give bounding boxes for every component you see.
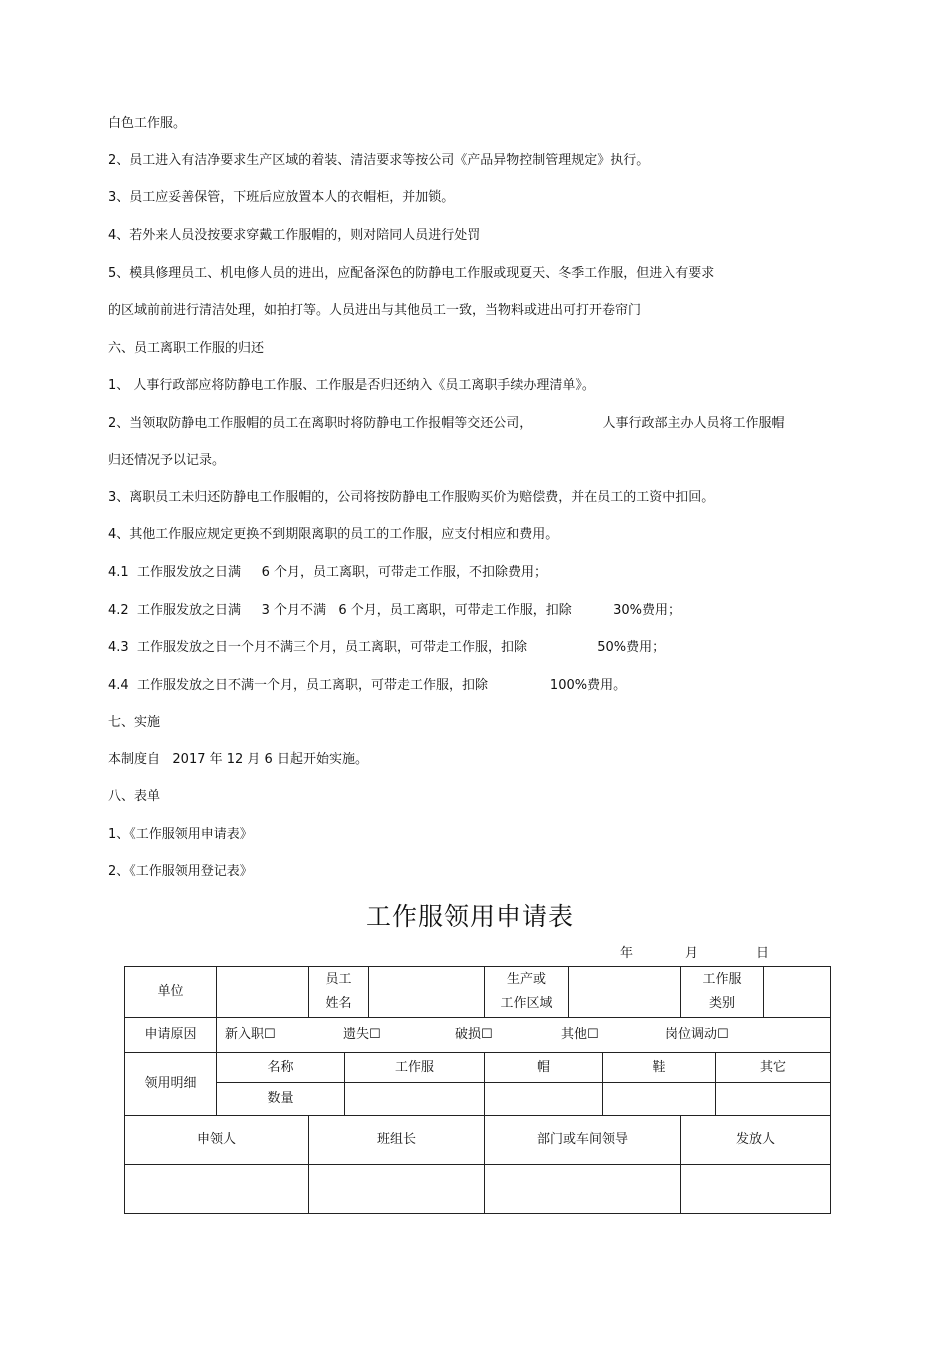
- item-uniform-label: 工作服: [345, 1053, 485, 1083]
- work-area-label: 生产或 工作区域: [485, 967, 569, 1018]
- employee-name-field[interactable]: [369, 967, 485, 1018]
- form-title: 工作服领用申请表: [365, 902, 574, 931]
- item-shoes-label: 鞋: [603, 1053, 716, 1083]
- team-leader-signature-field[interactable]: [309, 1165, 485, 1214]
- reason-label: 申请原因: [125, 1018, 217, 1053]
- row-reason: [125, 1018, 831, 1053]
- department-leader-signature-field[interactable]: [485, 1165, 681, 1214]
- reason-transfer-checkbox[interactable]: 岗位调动☐: [665, 1027, 729, 1042]
- quantity-uniform-field[interactable]: [345, 1083, 485, 1116]
- item-name-label: 名称: [217, 1053, 345, 1083]
- team-leader-label: 班组长: [309, 1116, 485, 1165]
- detail-label: 领用明细: [125, 1053, 217, 1116]
- form-table: [124, 966, 831, 1214]
- row-detail-names: [125, 1053, 831, 1083]
- body-line: 4、其他工作服应规定更换不到期限离职的员工的工作服，应支付相应和费用。: [108, 527, 559, 542]
- application-form: [124, 966, 830, 1214]
- uniform-type-label: 工作服 类别: [681, 967, 764, 1018]
- unit-field[interactable]: [217, 967, 309, 1018]
- body-line: 的区域前前进行清洁处理，如拍打等。人员进出与其他员工一致，当物料或进出可打开卷帘门: [108, 303, 642, 318]
- body-line: 3、员工应妥善保管，下班后应放置本人的衣帽柜，并加锁。: [108, 190, 455, 205]
- reason-other-checkbox[interactable]: 其他☐: [561, 1027, 599, 1042]
- body-line: 4、若外来人员没按要求穿戴工作服帽的，则对陪同人员进行处罚: [108, 228, 481, 243]
- reason-options: [217, 1018, 831, 1053]
- issuer-label: 发放人: [681, 1116, 831, 1165]
- section-heading: 七、实施: [108, 715, 161, 730]
- issuer-signature-field[interactable]: [681, 1165, 831, 1214]
- section-heading: 六、员工离职工作服的归还: [108, 341, 265, 356]
- body-line: 5、模具修理员工、机电修人员的进出，应配备深色的防静电工作服或现夏天、冬季工作服，但进入有要求: [108, 266, 715, 281]
- body-line: 归还情况予以记录。: [108, 453, 226, 468]
- employee-name-label: 员工 姓名: [309, 967, 369, 1018]
- body-line: 4.1 工作服发放之日满 6 个月，员工离职，可带走工作服，不扣除费用；: [108, 565, 548, 580]
- body-line: 4.2 工作服发放之日满 3 个月不满 6 个月，员工离职，可带走工作服，扣除 30%费用；: [108, 603, 682, 618]
- quantity-other-field[interactable]: [716, 1083, 831, 1116]
- date-day-label: 日: [756, 946, 770, 961]
- applicant-signature-field[interactable]: [125, 1165, 309, 1214]
- body-line: 本制度自 2017 年 12 月 6 日起开始实施。: [108, 752, 368, 767]
- body-line: 1、 人事行政部应将防静电工作服、工作服是否归还纳入《员工离职手续办理清单》。: [108, 378, 595, 393]
- unit-label: 单位: [125, 967, 217, 1018]
- item-hat-label: 帽: [485, 1053, 603, 1083]
- section-heading: 八、表单: [108, 789, 161, 804]
- row-signature-labels: [125, 1116, 831, 1165]
- body-line: 4.3 工作服发放之日一个月不满三个月，员工离职，可带走工作服，扣除 50%费用；: [108, 640, 666, 655]
- row-detail-quantities: [125, 1083, 831, 1116]
- body-line: 4.4 工作服发放之日不满一个月，员工离职，可带走工作服，扣除 100%费用。: [108, 678, 627, 693]
- date-year-label: 年: [620, 946, 634, 961]
- uniform-type-field[interactable]: [764, 967, 831, 1018]
- row-unit: [125, 967, 831, 1018]
- department-leader-label: 部门或车间领导: [485, 1116, 681, 1165]
- reason-damaged-checkbox[interactable]: 破损☐: [455, 1027, 493, 1042]
- reason-lost-checkbox[interactable]: 遗失☐: [343, 1027, 381, 1042]
- body-line: 2、员工进入有洁净要求生产区域的着装、清洁要求等按公司《产品异物控制管理规定》执行。: [108, 153, 650, 168]
- reason-new-hire-checkbox[interactable]: 新入职☐: [225, 1027, 276, 1042]
- item-other-label: 其它: [716, 1053, 831, 1083]
- body-line: 2、《工作服领用登记表》: [108, 864, 253, 879]
- work-area-field[interactable]: [569, 967, 681, 1018]
- quantity-hat-field[interactable]: [485, 1083, 603, 1116]
- item-quantity-label: 数量: [217, 1083, 345, 1116]
- date-month-label: 月: [685, 946, 699, 961]
- quantity-shoes-field[interactable]: [603, 1083, 716, 1116]
- body-line: 白色工作服。: [108, 116, 187, 131]
- body-line: 3、离职员工未归还防静电工作服帽的，公司将按防静电工作服购买价为赔偿费，并在员工的工资中扣回。: [108, 490, 715, 505]
- row-signature-fields: [125, 1165, 831, 1214]
- applicant-label: 申领人: [125, 1116, 309, 1165]
- body-line: 1、《工作服领用申请表》: [108, 827, 253, 842]
- body-line: 2、当领取防静电工作服帽的员工在离职时将防静电工作报帽等交还公司， 人事行政部主办人员将工作服帽: [108, 416, 785, 431]
